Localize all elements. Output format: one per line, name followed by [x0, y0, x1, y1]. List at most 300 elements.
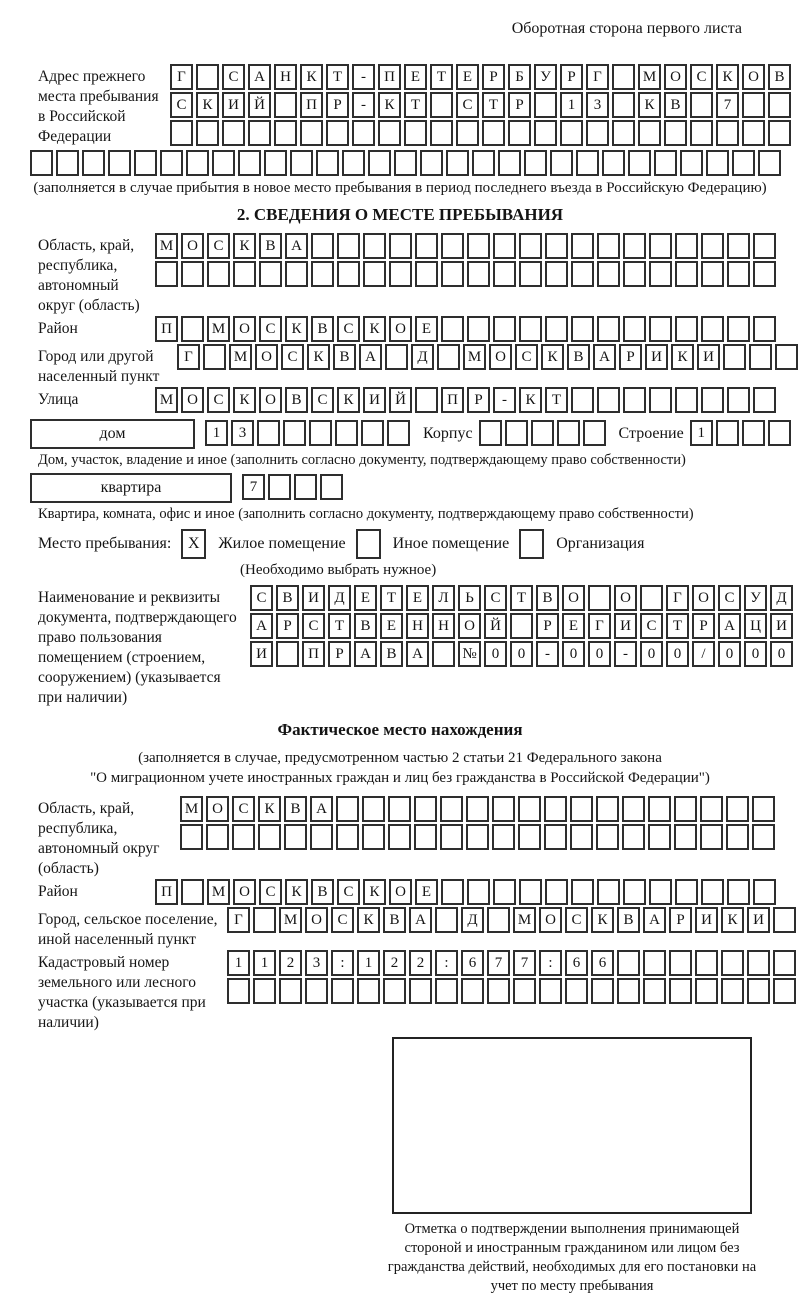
char-cell[interactable]: Г: [177, 344, 200, 370]
char-cell[interactable]: [628, 150, 651, 176]
char-cell[interactable]: [492, 824, 515, 850]
char-cell[interactable]: [257, 420, 280, 446]
char-cell[interactable]: И: [770, 613, 793, 639]
char-cell[interactable]: Т: [430, 64, 453, 90]
char-cell[interactable]: Е: [406, 585, 429, 611]
char-cell[interactable]: Г: [586, 64, 609, 90]
char-cell[interactable]: [758, 150, 781, 176]
char-cell[interactable]: В: [354, 613, 377, 639]
char-cell[interactable]: [446, 150, 469, 176]
char-cell[interactable]: Е: [354, 585, 377, 611]
char-cell[interactable]: К: [337, 387, 360, 413]
char-cell[interactable]: Т: [666, 613, 689, 639]
char-cell[interactable]: [383, 978, 406, 1004]
char-cell[interactable]: [441, 879, 464, 905]
char-cell[interactable]: [617, 950, 640, 976]
char-cell[interactable]: 7: [487, 950, 510, 976]
char-cell[interactable]: Р: [536, 613, 559, 639]
char-cell[interactable]: П: [155, 316, 178, 342]
char-cell[interactable]: [597, 387, 620, 413]
char-cell[interactable]: [622, 796, 645, 822]
char-cell[interactable]: [701, 261, 724, 287]
char-cell[interactable]: Й: [484, 613, 507, 639]
char-cell[interactable]: Й: [389, 387, 412, 413]
char-cell[interactable]: И: [302, 585, 325, 611]
char-cell[interactable]: К: [357, 907, 380, 933]
char-cell[interactable]: [545, 879, 568, 905]
char-cell[interactable]: [389, 233, 412, 259]
char-cell[interactable]: О: [562, 585, 585, 611]
char-cell[interactable]: В: [664, 92, 687, 118]
char-cell[interactable]: [493, 316, 516, 342]
char-cell[interactable]: К: [285, 879, 308, 905]
char-cell[interactable]: 1: [690, 420, 713, 446]
char-cell[interactable]: [570, 796, 593, 822]
char-cell[interactable]: [279, 978, 302, 1004]
char-cell[interactable]: [747, 978, 770, 1004]
char-cell[interactable]: Н: [406, 613, 429, 639]
char-cell[interactable]: Ь: [458, 585, 481, 611]
char-cell[interactable]: М: [638, 64, 661, 90]
char-cell[interactable]: [385, 344, 408, 370]
char-cell[interactable]: [409, 978, 432, 1004]
char-cell[interactable]: [505, 420, 528, 446]
char-cell[interactable]: [596, 824, 619, 850]
char-cell[interactable]: :: [539, 950, 562, 976]
char-cell[interactable]: 0: [640, 641, 663, 667]
char-cell[interactable]: М: [207, 316, 230, 342]
char-cell[interactable]: [742, 92, 765, 118]
char-cell[interactable]: [466, 796, 489, 822]
char-cell[interactable]: [388, 796, 411, 822]
char-cell[interactable]: С: [337, 316, 360, 342]
char-cell[interactable]: [752, 796, 775, 822]
char-cell[interactable]: [768, 120, 791, 146]
char-cell[interactable]: [253, 907, 276, 933]
char-cell[interactable]: [747, 950, 770, 976]
char-cell[interactable]: [336, 824, 359, 850]
char-cell[interactable]: [612, 120, 635, 146]
char-cell[interactable]: И: [250, 641, 273, 667]
char-cell[interactable]: [545, 316, 568, 342]
char-cell[interactable]: П: [378, 64, 401, 90]
char-cell[interactable]: В: [536, 585, 559, 611]
char-cell[interactable]: [612, 92, 635, 118]
char-cell[interactable]: Л: [432, 585, 455, 611]
char-cell[interactable]: -: [352, 64, 375, 90]
char-cell[interactable]: [623, 316, 646, 342]
char-cell[interactable]: С: [302, 613, 325, 639]
char-cell[interactable]: Т: [404, 92, 427, 118]
char-cell[interactable]: Н: [274, 64, 297, 90]
char-cell[interactable]: [357, 978, 380, 1004]
char-cell[interactable]: [180, 824, 203, 850]
char-cell[interactable]: [649, 879, 672, 905]
char-cell[interactable]: О: [233, 316, 256, 342]
char-cell[interactable]: [753, 261, 776, 287]
char-cell[interactable]: [654, 150, 677, 176]
char-cell[interactable]: К: [285, 316, 308, 342]
char-cell[interactable]: О: [664, 64, 687, 90]
char-cell[interactable]: [571, 879, 594, 905]
char-cell[interactable]: [675, 387, 698, 413]
char-cell[interactable]: [649, 316, 672, 342]
char-cell[interactable]: [597, 233, 620, 259]
char-cell[interactable]: [284, 824, 307, 850]
char-cell[interactable]: А: [406, 641, 429, 667]
char-cell[interactable]: [493, 879, 516, 905]
char-cell[interactable]: О: [742, 64, 765, 90]
char-cell[interactable]: [773, 978, 796, 1004]
char-cell[interactable]: О: [389, 879, 412, 905]
char-cell[interactable]: А: [359, 344, 382, 370]
char-cell[interactable]: [415, 387, 438, 413]
char-cell[interactable]: [337, 261, 360, 287]
char-cell[interactable]: [583, 420, 606, 446]
char-cell[interactable]: [557, 420, 580, 446]
char-cell[interactable]: [519, 233, 542, 259]
char-cell[interactable]: [435, 907, 458, 933]
char-cell[interactable]: -: [493, 387, 516, 413]
char-cell[interactable]: 0: [718, 641, 741, 667]
char-cell[interactable]: [623, 387, 646, 413]
char-cell[interactable]: [727, 879, 750, 905]
char-cell[interactable]: [701, 316, 724, 342]
char-cell[interactable]: [591, 978, 614, 1004]
char-cell[interactable]: О: [206, 796, 229, 822]
char-cell[interactable]: [30, 150, 53, 176]
char-cell[interactable]: [544, 824, 567, 850]
char-cell[interactable]: [695, 978, 718, 1004]
char-cell[interactable]: [461, 978, 484, 1004]
char-cell[interactable]: [248, 120, 271, 146]
char-cell[interactable]: Т: [380, 585, 403, 611]
char-cell[interactable]: [726, 796, 749, 822]
char-cell[interactable]: А: [310, 796, 333, 822]
char-cell[interactable]: [389, 261, 412, 287]
char-cell[interactable]: К: [258, 796, 281, 822]
char-cell[interactable]: И: [645, 344, 668, 370]
char-cell[interactable]: [253, 978, 276, 1004]
char-cell[interactable]: [414, 824, 437, 850]
char-cell[interactable]: [404, 120, 427, 146]
char-cell[interactable]: О: [389, 316, 412, 342]
char-cell[interactable]: С: [640, 613, 663, 639]
char-cell[interactable]: [597, 316, 620, 342]
char-cell[interactable]: Р: [508, 92, 531, 118]
char-cell[interactable]: [721, 950, 744, 976]
char-cell[interactable]: [326, 120, 349, 146]
char-cell[interactable]: [721, 978, 744, 1004]
char-cell[interactable]: 1: [253, 950, 276, 976]
char-cell[interactable]: С: [281, 344, 304, 370]
char-cell[interactable]: [274, 120, 297, 146]
char-cell[interactable]: [664, 120, 687, 146]
char-cell[interactable]: В: [259, 233, 282, 259]
char-cell[interactable]: Г: [170, 64, 193, 90]
char-cell[interactable]: [571, 233, 594, 259]
char-cell[interactable]: [441, 233, 464, 259]
char-cell[interactable]: [588, 585, 611, 611]
char-cell[interactable]: [643, 978, 666, 1004]
char-cell[interactable]: [467, 316, 490, 342]
char-cell[interactable]: С: [207, 387, 230, 413]
char-cell[interactable]: О: [305, 907, 328, 933]
char-cell[interactable]: [212, 150, 235, 176]
char-cell[interactable]: [675, 261, 698, 287]
char-cell[interactable]: О: [614, 585, 637, 611]
char-cell[interactable]: Е: [456, 64, 479, 90]
char-cell[interactable]: Н: [432, 613, 455, 639]
char-cell[interactable]: [623, 261, 646, 287]
char-cell[interactable]: Р: [276, 613, 299, 639]
char-cell[interactable]: 3: [231, 420, 254, 446]
char-cell[interactable]: [467, 879, 490, 905]
char-cell[interactable]: О: [233, 879, 256, 905]
char-cell[interactable]: [290, 150, 313, 176]
char-cell[interactable]: [232, 824, 255, 850]
char-cell[interactable]: [675, 879, 698, 905]
char-cell[interactable]: 7: [513, 950, 536, 976]
char-cell[interactable]: [690, 120, 713, 146]
char-cell[interactable]: [701, 233, 724, 259]
char-cell[interactable]: [732, 150, 755, 176]
char-cell[interactable]: С: [331, 907, 354, 933]
char-cell[interactable]: И: [614, 613, 637, 639]
char-cell[interactable]: 3: [586, 92, 609, 118]
char-cell[interactable]: [479, 420, 502, 446]
char-cell[interactable]: [487, 907, 510, 933]
char-cell[interactable]: [430, 92, 453, 118]
char-cell[interactable]: К: [541, 344, 564, 370]
char-cell[interactable]: [309, 420, 332, 446]
char-cell[interactable]: В: [311, 316, 334, 342]
char-cell[interactable]: 2: [383, 950, 406, 976]
char-cell[interactable]: [305, 978, 328, 1004]
char-cell[interactable]: [706, 150, 729, 176]
char-cell[interactable]: [612, 64, 635, 90]
char-cell[interactable]: М: [279, 907, 302, 933]
apartment-type-box[interactable]: квартира: [30, 473, 232, 503]
char-cell[interactable]: [493, 261, 516, 287]
char-cell[interactable]: 0: [484, 641, 507, 667]
char-cell[interactable]: -: [614, 641, 637, 667]
char-cell[interactable]: Т: [482, 92, 505, 118]
char-cell[interactable]: [487, 978, 510, 1004]
char-cell[interactable]: С: [170, 92, 193, 118]
char-cell[interactable]: 6: [565, 950, 588, 976]
char-cell[interactable]: С: [232, 796, 255, 822]
char-cell[interactable]: 1: [205, 420, 228, 446]
char-cell[interactable]: [775, 344, 798, 370]
char-cell[interactable]: [259, 261, 282, 287]
char-cell[interactable]: П: [302, 641, 325, 667]
char-cell[interactable]: [545, 261, 568, 287]
char-cell[interactable]: [108, 150, 131, 176]
char-cell[interactable]: [394, 150, 417, 176]
char-cell[interactable]: /: [692, 641, 715, 667]
char-cell[interactable]: [316, 150, 339, 176]
char-cell[interactable]: М: [513, 907, 536, 933]
char-cell[interactable]: [155, 261, 178, 287]
checkbox-organization[interactable]: [519, 529, 544, 559]
char-cell[interactable]: 0: [770, 641, 793, 667]
char-cell[interactable]: [752, 824, 775, 850]
char-cell[interactable]: [742, 420, 765, 446]
char-cell[interactable]: [206, 824, 229, 850]
char-cell[interactable]: [727, 316, 750, 342]
char-cell[interactable]: А: [643, 907, 666, 933]
char-cell[interactable]: [727, 387, 750, 413]
char-cell[interactable]: Д: [461, 907, 484, 933]
char-cell[interactable]: [519, 879, 542, 905]
char-cell[interactable]: Р: [482, 64, 505, 90]
char-cell[interactable]: В: [768, 64, 791, 90]
char-cell[interactable]: В: [276, 585, 299, 611]
char-cell[interactable]: [320, 474, 343, 500]
char-cell[interactable]: [363, 233, 386, 259]
char-cell[interactable]: [415, 261, 438, 287]
char-cell[interactable]: [203, 344, 226, 370]
char-cell[interactable]: Р: [669, 907, 692, 933]
char-cell[interactable]: 0: [666, 641, 689, 667]
char-cell[interactable]: [723, 344, 746, 370]
char-cell[interactable]: И: [697, 344, 720, 370]
char-cell[interactable]: [640, 585, 663, 611]
char-cell[interactable]: [701, 879, 724, 905]
char-cell[interactable]: [695, 950, 718, 976]
char-cell[interactable]: [268, 474, 291, 500]
char-cell[interactable]: Р: [467, 387, 490, 413]
char-cell[interactable]: С: [690, 64, 713, 90]
char-cell[interactable]: К: [307, 344, 330, 370]
char-cell[interactable]: В: [617, 907, 640, 933]
char-cell[interactable]: [753, 879, 776, 905]
char-cell[interactable]: [648, 796, 671, 822]
char-cell[interactable]: [430, 120, 453, 146]
char-cell[interactable]: [227, 978, 250, 1004]
char-cell[interactable]: [669, 978, 692, 1004]
char-cell[interactable]: [482, 120, 505, 146]
char-cell[interactable]: [264, 150, 287, 176]
char-cell[interactable]: [285, 261, 308, 287]
char-cell[interactable]: П: [300, 92, 323, 118]
char-cell[interactable]: К: [363, 316, 386, 342]
char-cell[interactable]: О: [255, 344, 278, 370]
char-cell[interactable]: А: [409, 907, 432, 933]
char-cell[interactable]: [753, 233, 776, 259]
char-cell[interactable]: 2: [279, 950, 302, 976]
char-cell[interactable]: [337, 233, 360, 259]
char-cell[interactable]: Р: [619, 344, 642, 370]
char-cell[interactable]: :: [435, 950, 458, 976]
char-cell[interactable]: М: [463, 344, 486, 370]
char-cell[interactable]: [311, 233, 334, 259]
char-cell[interactable]: [518, 824, 541, 850]
char-cell[interactable]: [701, 387, 724, 413]
char-cell[interactable]: А: [285, 233, 308, 259]
char-cell[interactable]: 3: [305, 950, 328, 976]
char-cell[interactable]: Р: [560, 64, 583, 90]
char-cell[interactable]: [519, 261, 542, 287]
char-cell[interactable]: Т: [545, 387, 568, 413]
char-cell[interactable]: Д: [411, 344, 434, 370]
char-cell[interactable]: [311, 261, 334, 287]
char-cell[interactable]: 7: [716, 92, 739, 118]
char-cell[interactable]: [134, 150, 157, 176]
char-cell[interactable]: 6: [461, 950, 484, 976]
char-cell[interactable]: С: [250, 585, 273, 611]
char-cell[interactable]: [283, 420, 306, 446]
char-cell[interactable]: [623, 879, 646, 905]
char-cell[interactable]: [531, 420, 554, 446]
char-cell[interactable]: С: [259, 316, 282, 342]
char-cell[interactable]: [753, 387, 776, 413]
char-cell[interactable]: [742, 120, 765, 146]
char-cell[interactable]: С: [222, 64, 245, 90]
char-cell[interactable]: [727, 233, 750, 259]
char-cell[interactable]: А: [718, 613, 741, 639]
char-cell[interactable]: [222, 120, 245, 146]
char-cell[interactable]: [768, 420, 791, 446]
char-cell[interactable]: С: [259, 879, 282, 905]
char-cell[interactable]: Р: [328, 641, 351, 667]
char-cell[interactable]: [768, 92, 791, 118]
char-cell[interactable]: [675, 233, 698, 259]
char-cell[interactable]: [700, 796, 723, 822]
char-cell[interactable]: К: [638, 92, 661, 118]
char-cell[interactable]: К: [233, 233, 256, 259]
checkbox-residential[interactable]: X: [181, 529, 206, 559]
checkbox-other-premises[interactable]: [356, 529, 381, 559]
char-cell[interactable]: К: [519, 387, 542, 413]
char-cell[interactable]: Р: [326, 92, 349, 118]
char-cell[interactable]: [565, 978, 588, 1004]
char-cell[interactable]: [690, 92, 713, 118]
char-cell[interactable]: [649, 387, 672, 413]
char-cell[interactable]: [181, 316, 204, 342]
char-cell[interactable]: [207, 261, 230, 287]
char-cell[interactable]: 0: [744, 641, 767, 667]
char-cell[interactable]: [335, 420, 358, 446]
char-cell[interactable]: [378, 120, 401, 146]
char-cell[interactable]: [596, 796, 619, 822]
char-cell[interactable]: [674, 824, 697, 850]
char-cell[interactable]: Е: [380, 613, 403, 639]
char-cell[interactable]: Е: [415, 879, 438, 905]
char-cell[interactable]: 1: [560, 92, 583, 118]
char-cell[interactable]: [539, 978, 562, 1004]
char-cell[interactable]: [82, 150, 105, 176]
char-cell[interactable]: Р: [692, 613, 715, 639]
char-cell[interactable]: [414, 796, 437, 822]
char-cell[interactable]: [571, 316, 594, 342]
char-cell[interactable]: О: [181, 387, 204, 413]
char-cell[interactable]: У: [534, 64, 557, 90]
char-cell[interactable]: [576, 150, 599, 176]
char-cell[interactable]: С: [337, 879, 360, 905]
char-cell[interactable]: [294, 474, 317, 500]
char-cell[interactable]: [456, 120, 479, 146]
char-cell[interactable]: [435, 978, 458, 1004]
char-cell[interactable]: Е: [562, 613, 585, 639]
char-cell[interactable]: [388, 824, 411, 850]
char-cell[interactable]: К: [363, 879, 386, 905]
char-cell[interactable]: [571, 261, 594, 287]
char-cell[interactable]: К: [716, 64, 739, 90]
char-cell[interactable]: [363, 261, 386, 287]
char-cell[interactable]: [623, 233, 646, 259]
